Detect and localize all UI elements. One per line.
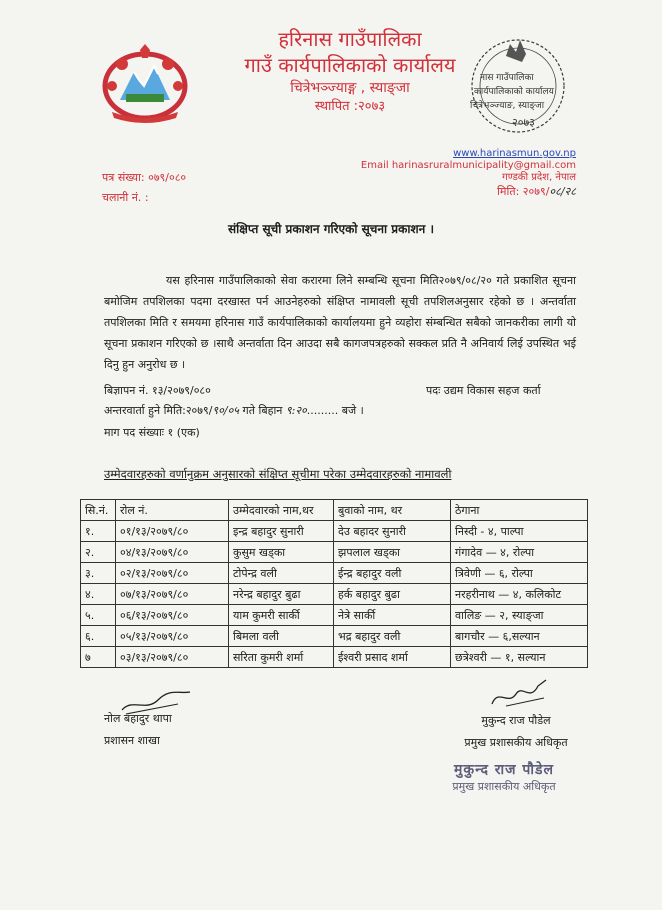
table-row [81,521,588,542]
table-header-row [81,500,588,521]
cell-address: त्रिवेणी — ६, रोल्पा [451,563,588,584]
notice-subject: संक्षिप्त सूची प्रकाशन गरिएको सूचना प्रकाशन । [228,222,434,236]
post-name: पदः उद्यम विकास सहज कर्ता [426,384,541,397]
cell-roll: ०५/१३/२०७९/८० [116,626,229,647]
cell-roll: ०३/१३/२०७९/८० [116,647,229,668]
cell-candidate: कुसुम खड्का [229,542,334,563]
notice-body [104,270,576,375]
seal-year: २०७३ [512,116,535,129]
header-serial: सि.नं. [81,500,116,521]
interview-line [104,402,364,420]
table-row [81,542,588,563]
header-candidate: उम्मेदवारको नाम,थर [229,500,334,521]
cell-roll: ०४/१३/२०७९/८० [116,542,229,563]
signatory-left-name: नोल बहादुर थापा [104,712,172,725]
interview-suffix: ......... बजे । [306,404,364,417]
cell-candidate: नरेन्द्र बहादुर बुढा [229,584,334,605]
contact-block [361,148,576,200]
office-address: चित्रेभञ्ज्याङ्ग , स्याङ्जा [290,80,410,96]
cell-father: ईश्वरी प्रसाद शर्मा [334,647,451,668]
letter-date [361,184,576,200]
seal-text-line3: चित्रेभञ्ज्याङ, स्याङ्जा [470,101,545,111]
website-link[interactable]: www.harinasmun.gov.np [453,148,576,159]
cell-address: बागचौर — ६,सल्यान [451,626,588,647]
header-father: बुवाको नाम, थर [334,500,451,521]
cell-father: देउ बहादर सुनारी [334,521,451,542]
advert-info [104,382,584,442]
cell-serial: ५. [81,605,116,626]
seal-text-line1: नास गाउँपालिका [480,73,534,83]
cell-serial: ३. [81,563,116,584]
cell-serial: ४. [81,584,116,605]
seal-text-line2: कार्यपालिकाको कार्यालय [474,87,554,97]
cell-candidate: टोपेन्द्र वली [229,563,334,584]
cell-serial: ६. [81,626,116,647]
interview-mid: गते बिहान [239,404,286,417]
cell-address: नरहरीनाथ — ४, कलिकोट [451,584,588,605]
interview-prefix: अन्तरवार्ता हुने मिति:२०७९/ [104,404,213,417]
province: गण्डकी प्रदेश, नेपाल [502,172,576,183]
cell-father: झपलाल खड्का [334,542,451,563]
cell-roll: ०१/१३/२०७९/८० [116,521,229,542]
cell-candidate: याम कुमरी सार्की [229,605,334,626]
cell-candidate: इन्द्र बहादुर सुनारी [229,521,334,542]
list-heading: उम्मेदवारहरुको वर्णानुक्रम अनुसारको संक्षिप्त सूचीमा परेका उम्मेदवारहरुको नामावली [104,467,452,481]
cell-serial: ७ [81,647,116,668]
letterhead [200,26,500,116]
signatory-left [104,708,264,752]
office-seal [460,28,570,138]
cell-father: नेत्रे सार्की [334,605,451,626]
cell-serial: १. [81,521,116,542]
signatory-right-name: मुकुन्द राज पौडेल [481,714,551,727]
interview-time-handwritten: ९:२० [285,404,307,417]
body-paragraph: यस हरिनास गाउँपालिकाको सेवा करारमा लिने सम्बन्धि सूचना मिति२०७९/०८/२० गते प्रकाशित सूचना बमोजिम तपशिलका पदमा दरखास्त पर्न आउनेहरुको संक्षिप्त नामावली सूची तपशिलअनुसार रहेको छ । अन्तर्वाता तपशिलका मिति र समयमा हरिनास गाउँ कार्यपालिकाको कार्यालयमा हुने व्यहोरा संम्बन्धित सबैको जानकरीका लागी यो सूचना प्रकाशन गरिएको छ ।साथै अन्तर्वाता दिन आउदा सबै कागजपत्रहरुको सक्कल प्रति नै अनिवार्य लिई उपस्थित भई दिनु हुन अनुरोध छ । [104,274,576,371]
cell-father: भद्र बहादुर वली [334,626,451,647]
office-name: हरिनास गाउँपालिका [278,27,422,51]
cell-address: गंगादेव — ४, रोल्पा [451,542,588,563]
candidate-table [80,499,588,668]
header-roll: रोल नं. [116,500,229,521]
cell-serial: २. [81,542,116,563]
letter-number: पत्र संख्या: ०७९/०८० [102,171,187,184]
vacancy-count: माग पद संख्याः १ (एक) [104,426,200,439]
cell-father: ईन्द्र बहादुर वली [334,563,451,584]
table-row [81,626,588,647]
dispatch-number: चलानी नं. : [102,191,149,204]
stamp-title: प्रमुख प्रशासकीय अधिकृत [452,780,556,793]
nepal-emblem-icon [98,42,192,124]
office-subtitle: गाउँ कार्यपालिकाको कार्यालय [244,53,456,77]
date-handwritten: ०८/२८ [549,185,576,198]
cell-roll: ०७/१३/२०७९/८० [116,584,229,605]
cell-address: वालिङ — २, स्याङ्जा [451,605,588,626]
signatory-right [436,710,596,754]
advert-number: बिज्ञापन नं. १३/२०७९/०८० [104,384,211,397]
table-row [81,563,588,584]
reference-block [102,168,186,208]
name-stamp [442,760,566,794]
cell-father: हर्क बहादुर बुढा [334,584,451,605]
cell-address: निस्दी - ४, पाल्पा [451,521,588,542]
signature-right [486,676,556,712]
established-year: स्थापित :२०७३ [314,99,386,114]
table-row [81,605,588,626]
cell-roll: ०६/१३/२०७९/८० [116,605,229,626]
cell-roll: ०२/१३/२०७९/८० [116,563,229,584]
email-address: Email harinasruralmunicipality@gmail.com [360,160,576,171]
header-address: ठेगाना [451,500,588,521]
table-row [81,647,588,668]
cell-candidate: सरिता कुमरी शर्मा [229,647,334,668]
signatory-right-title: प्रमुख प्रशासकीय अधिकृत [464,736,568,749]
table-row [81,584,588,605]
date-label: मिति: २०७९/ [497,185,550,198]
cell-address: छत्रेश्वरी — १, सल्यान [451,647,588,668]
signatory-left-unit: प्रशासन शाखा [104,734,160,747]
cell-candidate: बिमला वली [229,626,334,647]
stamp-name: मुकुन्द राज पौडेल [454,762,554,778]
interview-date-handwritten: ९०/०५ [212,404,240,417]
